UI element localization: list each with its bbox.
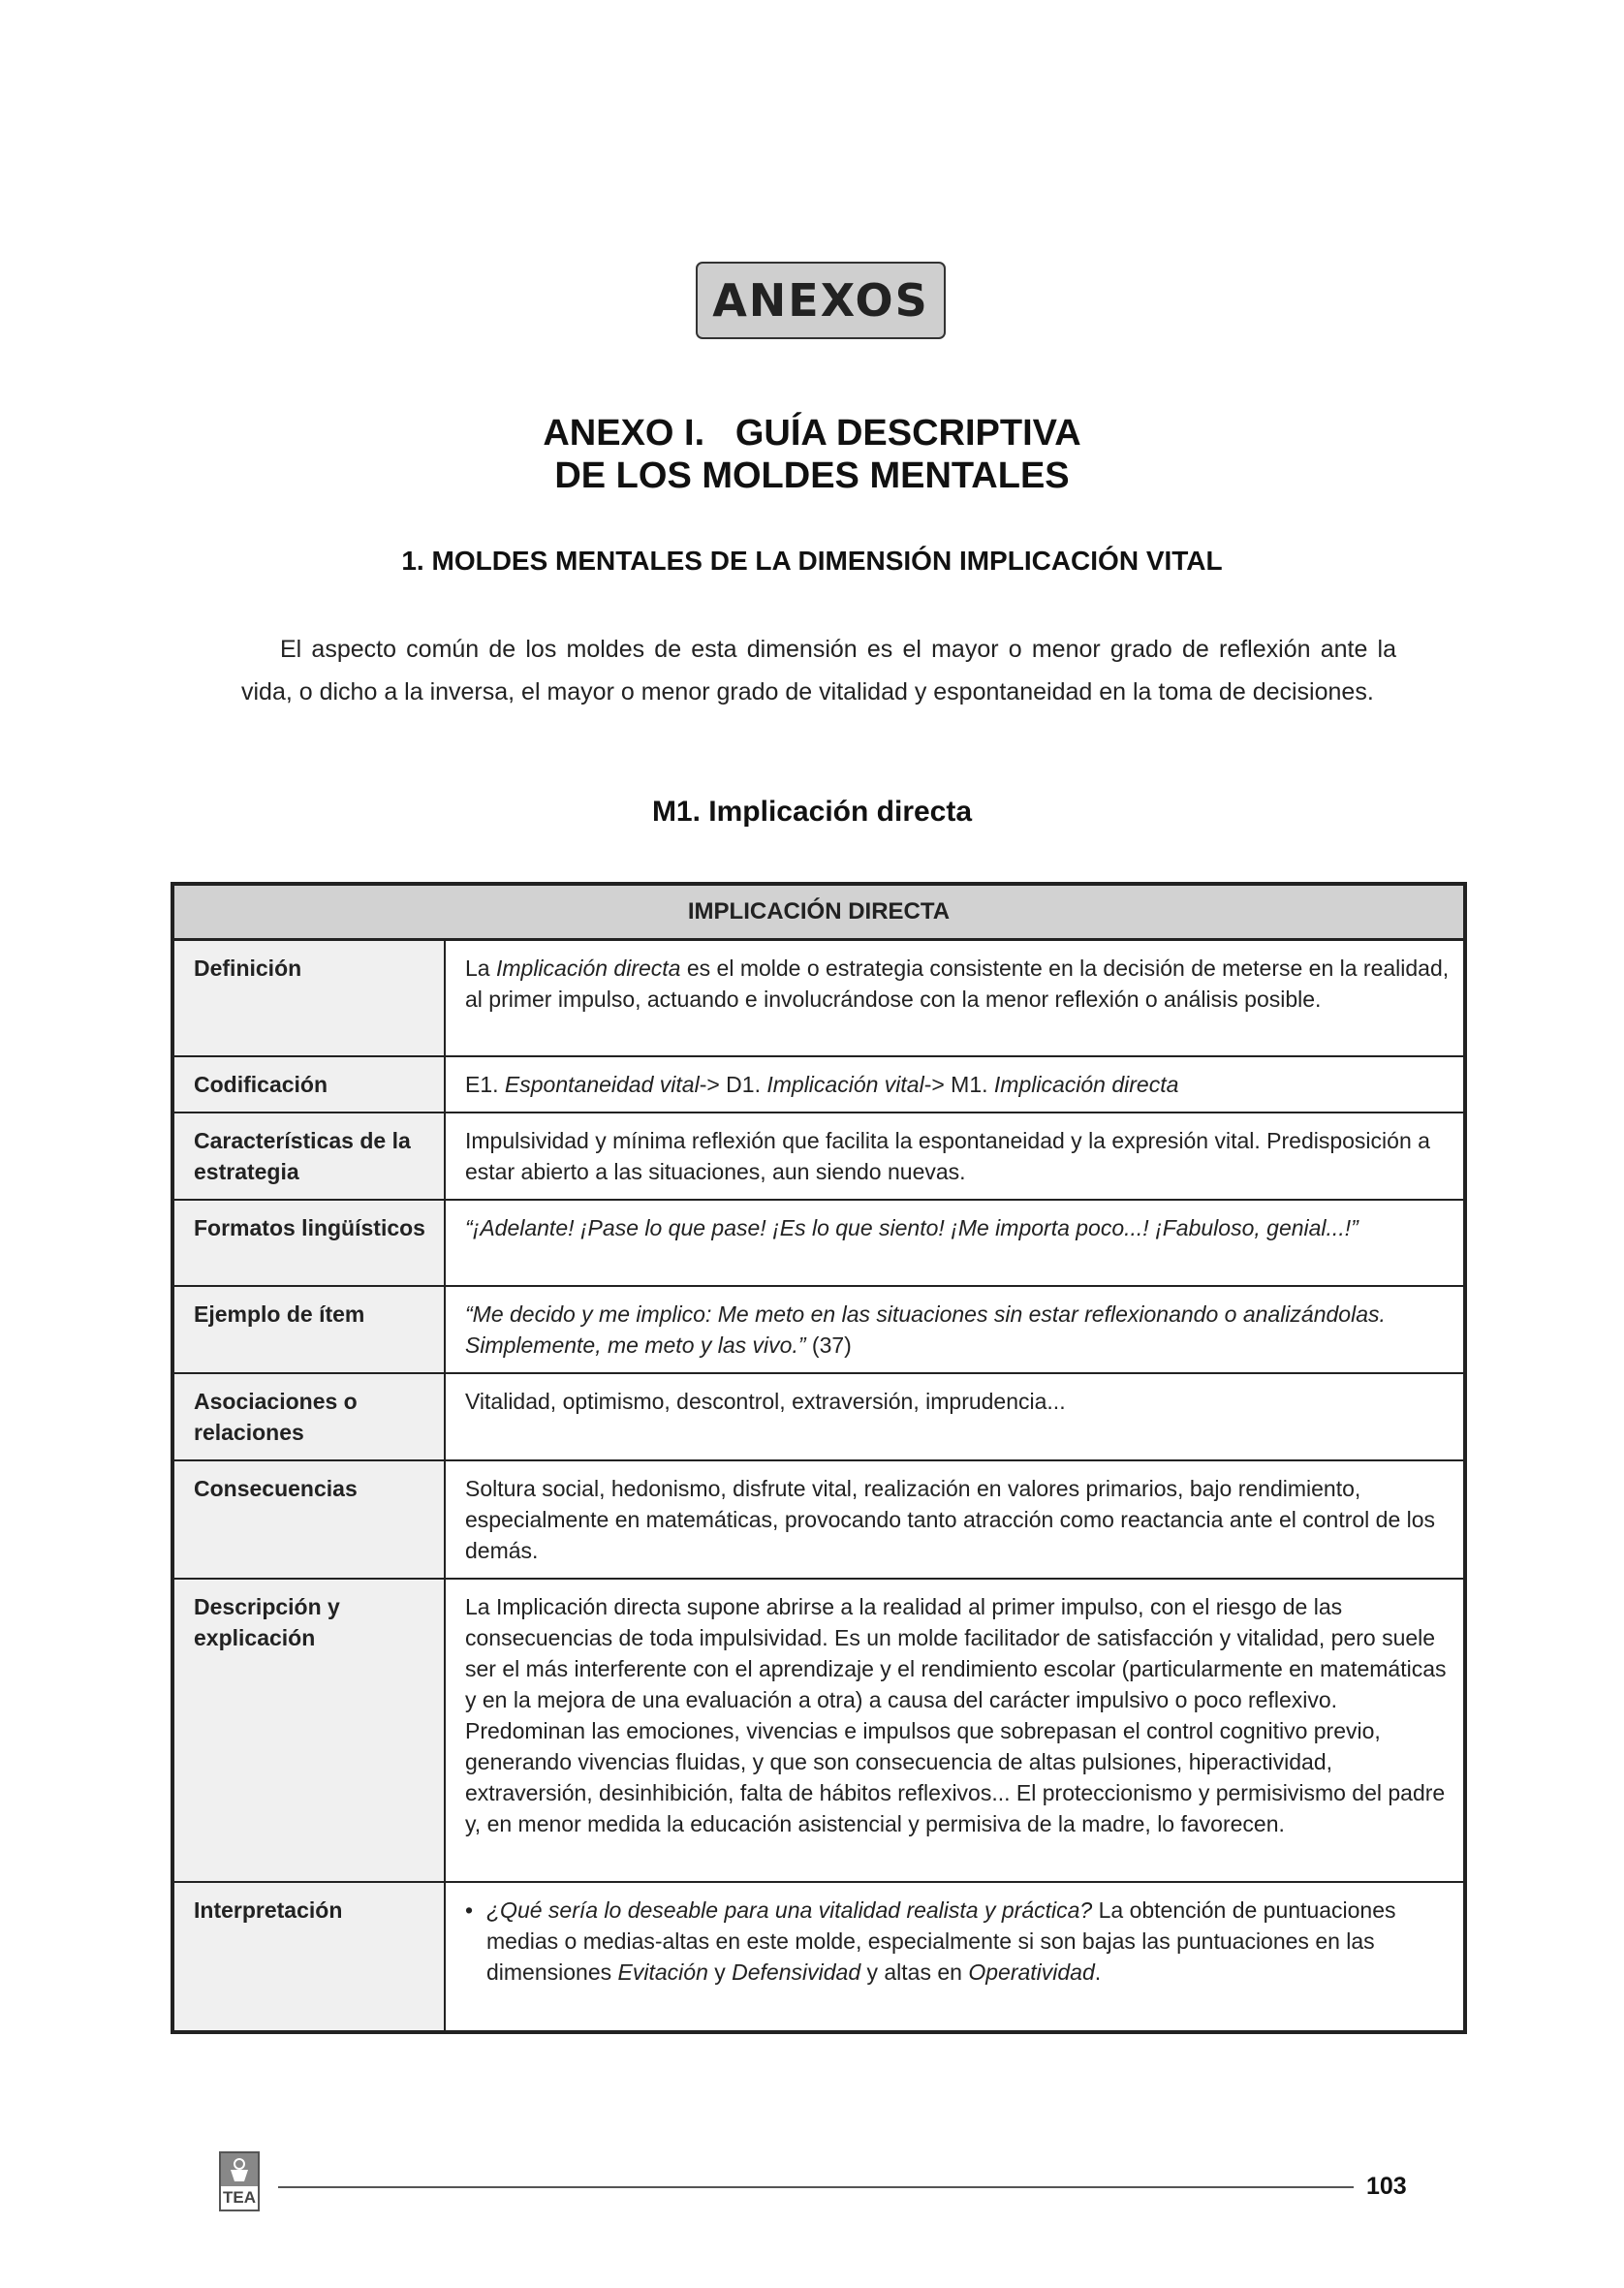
section-badge: ANEXOS	[696, 262, 946, 339]
table-row	[172, 1579, 1465, 1882]
table-row	[172, 1460, 1465, 1579]
italic-term: Implicación directa	[993, 1071, 1179, 1097]
intro-paragraph: El aspecto común de los moldes de esta dimensión es el mayor o menor grado de reflexión ante la vida, o dicho a la inversa, el mayor o menor grado de vitalidad y espontaneidad en la toma de decisiones.	[241, 636, 1396, 705]
row-label: Codificación	[172, 1056, 445, 1113]
italic-term: Defensividad	[732, 1959, 861, 1985]
italic-term: Implicación directa	[495, 956, 681, 981]
row-label: Ejemplo de ítem	[172, 1286, 445, 1373]
text-run: .	[1094, 1959, 1102, 1985]
guide-table	[171, 882, 1467, 2034]
table-row	[172, 1286, 1465, 1373]
tea-logo	[219, 2151, 260, 2211]
table-row	[172, 1113, 1465, 1200]
row-label: Interpretación	[172, 1882, 445, 2032]
bullet-item	[465, 1895, 1450, 1988]
italic-question: ¿Qué sería lo deseable para una vitalidad realista y práctica?	[486, 1896, 1093, 1923]
italic-term: Implicación vital	[766, 1071, 924, 1097]
item-reference: (37)	[805, 1332, 852, 1358]
flame-emblem-icon	[227, 2156, 252, 2183]
text-run: La	[465, 956, 496, 981]
text-run: y	[707, 1959, 733, 1985]
italic-term: Evitación	[617, 1959, 708, 1985]
title-line-2: DE LOS MOLDES MENTALES	[554, 455, 1070, 496]
row-label: Descripción y explicación	[172, 1579, 445, 1882]
text-run: -> M1.	[923, 1071, 994, 1097]
row-content	[445, 1286, 1465, 1373]
table-row	[172, 1056, 1465, 1113]
text-run: -> D1.	[699, 1071, 767, 1097]
logo-text: TEA	[223, 2188, 256, 2207]
row-content: La Implicación directa supone abrirse a la realidad al primer impulso, con el riesgo de las consecuencias de toda impulsividad. Es un molde facilitador de satisfacción y vitalidad, pero suele ser el más interferente con el aprendizaje y el rendimiento escolar (particularmente en matemáticas y en la mejora de una evaluación a otra) a causa del carácter impulsivo o poco reflexivo. Predominan las emociones, vivencias e impulsos que sobrepasan el control cognitivo previo, generando vivencias fluidas, y que son consecuencia de altas pulsiones, hiperactividad, extraversión, desinhibición, falta de hábitos reflexivos... El proteccionismo y permisivismo del padre y, en menor medida la educación asistencial y permisiva de la madre, lo favorecen.	[445, 1579, 1465, 1882]
text-run: es el molde o estrategia consistente en la decisión de meterse en la realidad, al primer impulso, actuando e involucrándose con la menor reflexión o análisis posible.	[465, 956, 1450, 1012]
text-run: E1.	[465, 1071, 505, 1097]
sub-heading: M1. Implicación directa	[651, 796, 973, 828]
text-run: La obtención de puntuaciones medias o medias-altas en este molde, especialmente si son bajas las puntuaciones en las dimensiones	[486, 1896, 1396, 1985]
row-label: Formatos lingüísticos	[172, 1200, 445, 1286]
table-row	[172, 940, 1465, 1056]
footer-rule	[278, 2186, 1354, 2188]
tea-emblem-icon	[221, 2153, 258, 2186]
italic-term: Operatividad	[968, 1959, 1095, 1985]
row-content	[445, 1200, 1465, 1286]
row-content	[445, 940, 1465, 1056]
text-run: y altas en	[860, 1959, 969, 1985]
table-row	[172, 1200, 1465, 1286]
italic-term: Espontaneidad vital	[504, 1071, 700, 1097]
row-label: Consecuencias	[172, 1460, 445, 1579]
row-label: Características de la estrategia	[172, 1113, 445, 1200]
row-content: Impulsividad y mínima reflexión que facilita la espontaneidad y la expresión vital. Predisposición a estar abierto a las situaciones, aun siendo nuevas.	[445, 1113, 1465, 1200]
bullet-icon: •	[465, 1896, 474, 1923]
page-number: 103	[1366, 2173, 1407, 2200]
table-header: IMPLICACIÓN DIRECTA	[172, 884, 1465, 940]
italic-quote: “Me decido y me implico: Me meto en las situaciones sin estar reflexionando o analizándolas. Simplemente, me meto y las vivo.”	[465, 1301, 1386, 1358]
bullet-text	[486, 1895, 1450, 1988]
title-line-1: ANEXO I. GUÍA DESCRIPTIVA	[543, 413, 1081, 454]
row-content	[445, 1882, 1465, 2032]
row-content	[445, 1056, 1465, 1113]
row-content: Soltura social, hedonismo, disfrute vital, realización en valores primarios, bajo rendimiento, especialmente en matemáticas, provocando tanto atracción como reactancia ante el control de los demás.	[445, 1460, 1465, 1579]
table-header-row	[172, 884, 1465, 940]
page-title	[328, 412, 1296, 497]
row-label: Definición	[172, 940, 445, 1056]
table-row	[172, 1882, 1465, 2032]
section-heading: 1. MOLDES MENTALES DE LA DIMENSIÓN IMPLICACIÓN VITAL	[401, 546, 1223, 576]
table-row	[172, 1373, 1465, 1460]
italic-quote: “¡Adelante! ¡Pase lo que pase! ¡Es lo que siento! ¡Me importa poco...! ¡Fabuloso, genial...!”	[465, 1214, 1359, 1240]
row-content: Vitalidad, optimismo, descontrol, extraversión, imprudencia...	[445, 1373, 1465, 1460]
row-label: Asociaciones o relaciones	[172, 1373, 445, 1460]
